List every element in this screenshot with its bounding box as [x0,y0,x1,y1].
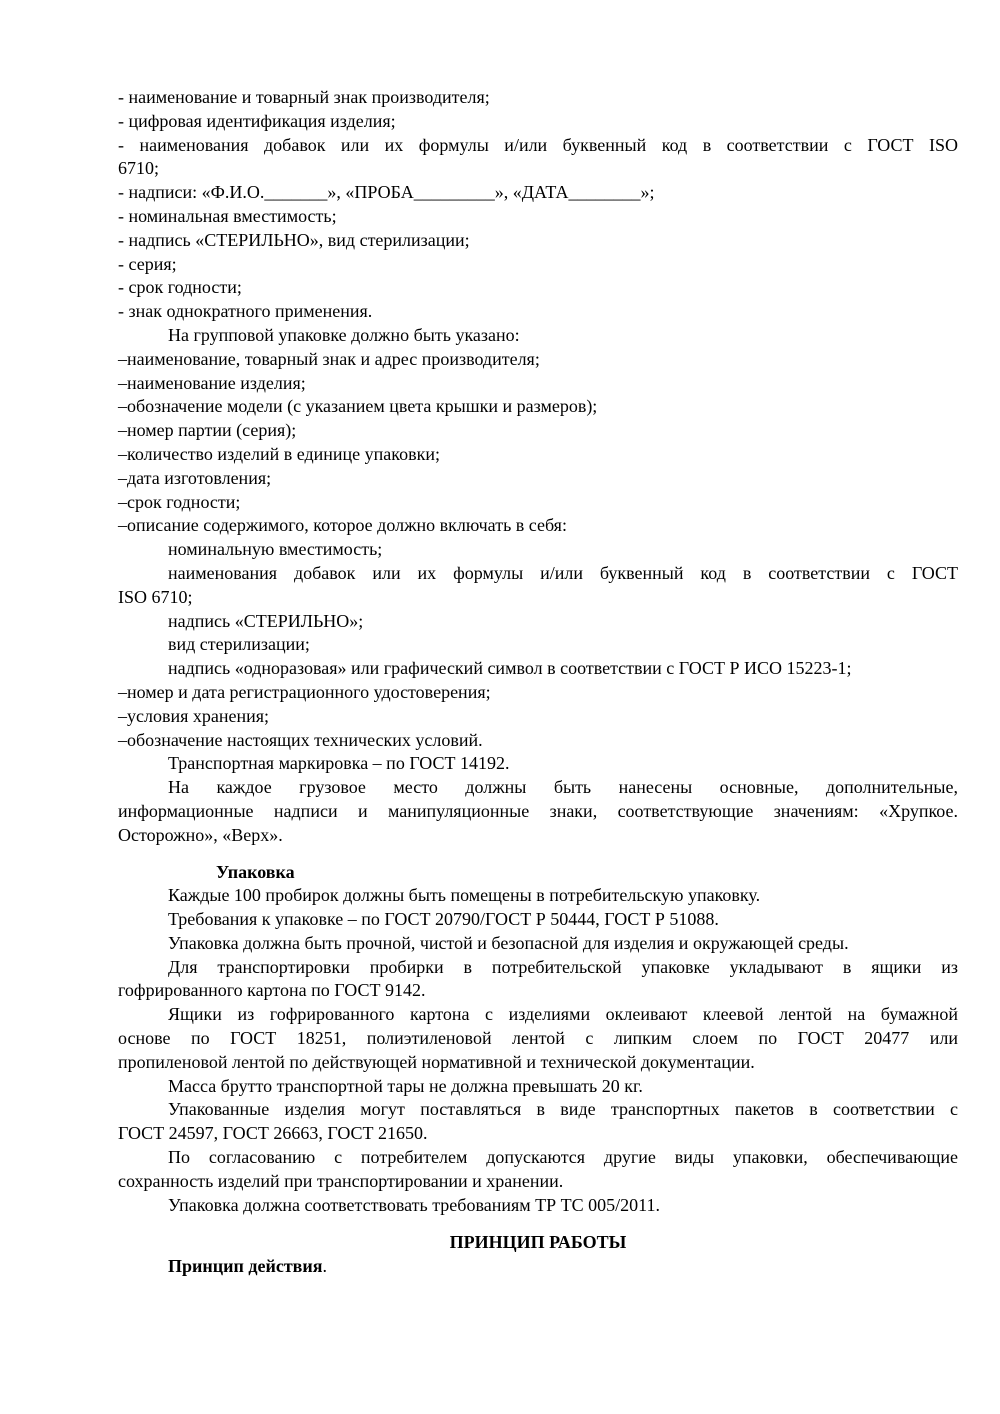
text-run: вид стерилизации; [168,634,310,655]
text-run: Упаковка должна соответствовать требованиям ТР ТС 005/2011. [168,1194,660,1215]
paragraph [118,610,958,634]
text-run: - цифровая идентификация изделия; [118,110,396,131]
text-run: - знак однократного применения. [118,301,373,322]
text-run: надпись «СТЕРИЛЬНО»; [168,610,364,631]
text-line: - наименования добавок или их формулы и/или буквенный код в соответствии с ГОСТ ISO [118,134,958,155]
text-line: наименования добавок или их формулы и/или буквенный код в соответствии с ГОСТ [168,562,958,583]
text-line: гофрированного картона по ГОСТ 9142. [118,980,426,1001]
text-run: –номер партии (серия); [118,420,297,441]
marking-list-item [118,86,958,110]
paragraph [118,633,958,657]
document-body [118,86,958,1279]
text-line: информационные надписи и манипуляционные знаки, соответствующие значениям: «Хрупкое. [118,800,958,821]
paragraph [118,1003,958,1074]
text-run: Каждые 100 пробирок должны быть помещены в потребительскую упаковку. [168,885,761,906]
text-suffix: . [322,1256,327,1277]
text-line: На каждое грузовое место должны быть нанесены основные, дополнительные, [168,777,958,798]
text-run: Требования к упаковке – по ГОСТ 20790/ГОСТ Р 50444, ГОСТ Р 51088. [168,909,719,930]
marking-list-item [118,181,958,205]
paragraph [118,884,958,908]
marking-list-item [118,443,958,467]
paragraph [118,538,958,562]
paragraph [118,932,958,956]
marking-list-item [118,681,958,705]
marking-list-item [118,705,958,729]
text-line: По согласованию с потребителем допускаются другие виды упаковки, обеспечивающие [168,1147,958,1168]
packaging-section-heading [118,861,958,885]
paragraph [118,956,958,1004]
text-run: - надпись «СТЕРИЛЬНО», вид стерилизации; [118,229,470,250]
text-run: - наименование и товарный знак производителя; [118,87,490,107]
text-run: –описание содержимого, которое должно включать в себя: [118,515,567,536]
text-run: Принцип действия [168,1256,323,1277]
text-line: ГОСТ 24597, ГОСТ 26663, ГОСТ 21650. [118,1123,428,1144]
marking-list-item [118,253,958,277]
text-run: –условия хранения; [118,705,270,726]
text-line: сохранность изделий при транспортировании и хранении. [118,1170,564,1191]
text-run: Упаковка [216,861,295,882]
marking-list-item [118,229,958,253]
marking-list-item [118,729,958,753]
paragraph [118,324,958,348]
text-run: - номинальная вместимость; [118,205,337,226]
text-run: надпись «одноразовая» или графический символ в соответствии с ГОСТ Р ИСО 15223-1; [168,658,852,679]
paragraph [118,562,958,610]
marking-list-item [118,372,958,396]
text-run: –наименование, товарный знак и адрес производителя; [118,348,540,369]
marking-list-item [118,395,958,419]
text-line: ISO 6710; [118,586,193,607]
text-run: - серия; [118,253,177,274]
text-run: Транспортная маркировка – по ГОСТ 14192. [168,753,510,774]
text-run: –номер и дата регистрационного удостоверения; [118,681,491,702]
paragraph [118,776,958,847]
marking-list-item [118,514,958,538]
marking-list-item [118,491,958,515]
paragraph [118,1194,958,1218]
text-run: - срок годности; [118,277,242,298]
paragraph [118,657,958,681]
text-run: На групповой упаковке должно быть указано: [168,324,520,345]
principle-lead-paragraph [118,1255,958,1279]
text-line: 6710; [118,158,160,179]
paragraph [118,1075,958,1099]
text-line: Ящики из гофрированного картона с изделиями оклеивают клеевой лентой на бумажной [168,1004,958,1025]
paragraph [118,752,958,776]
principle-of-operation-heading [118,1231,958,1255]
text-line: Осторожно», «Верх». [118,824,283,845]
text-run: Упаковка должна быть прочной, чистой и безопасной для изделия и окружающей среды. [168,932,849,953]
text-line: Упакованные изделия могут поставляться в виде транспортных пакетов в соответствии с [168,1099,958,1120]
marking-list-item [118,134,958,182]
paragraph [118,908,958,932]
text-run: –наименование изделия; [118,372,306,393]
marking-list-item [118,467,958,491]
text-run: Масса брутто транспортной тары не должна превышать 20 кг. [168,1075,643,1096]
marking-list-item [118,276,958,300]
text-run: –количество изделий в единице упаковки; [118,443,441,464]
text-run: - надписи: «Ф.И.О._______», «ПРОБА_________», «ДАТА________»; [118,182,655,203]
marking-list-item [118,419,958,443]
text-line: Для транспортировки пробирки в потребительской упаковке укладывают в ящики из [168,956,958,977]
text-line: пропиленовой лентой по действующей нормативной и технической документации. [118,1051,755,1072]
marking-list-item [118,348,958,372]
marking-list-item [118,205,958,229]
text-run: ПРИНЦИП РАБОТЫ [449,1232,627,1253]
text-line: основе по ГОСТ 18251, полиэтиленовой лентой с липким слоем по ГОСТ 20477 или [118,1028,958,1049]
text-run: –обозначение настоящих технических условий. [118,729,483,750]
text-run: –срок годности; [118,491,241,512]
text-run: –дата изготовления; [118,467,272,488]
paragraph [118,1146,958,1194]
paragraph [118,1098,958,1146]
text-run: номинальную вместимость; [168,539,383,560]
text-run: –обозначение модели (с указанием цвета крышки и размеров); [118,396,598,417]
marking-list-item [118,110,958,134]
marking-list-item [118,300,958,324]
